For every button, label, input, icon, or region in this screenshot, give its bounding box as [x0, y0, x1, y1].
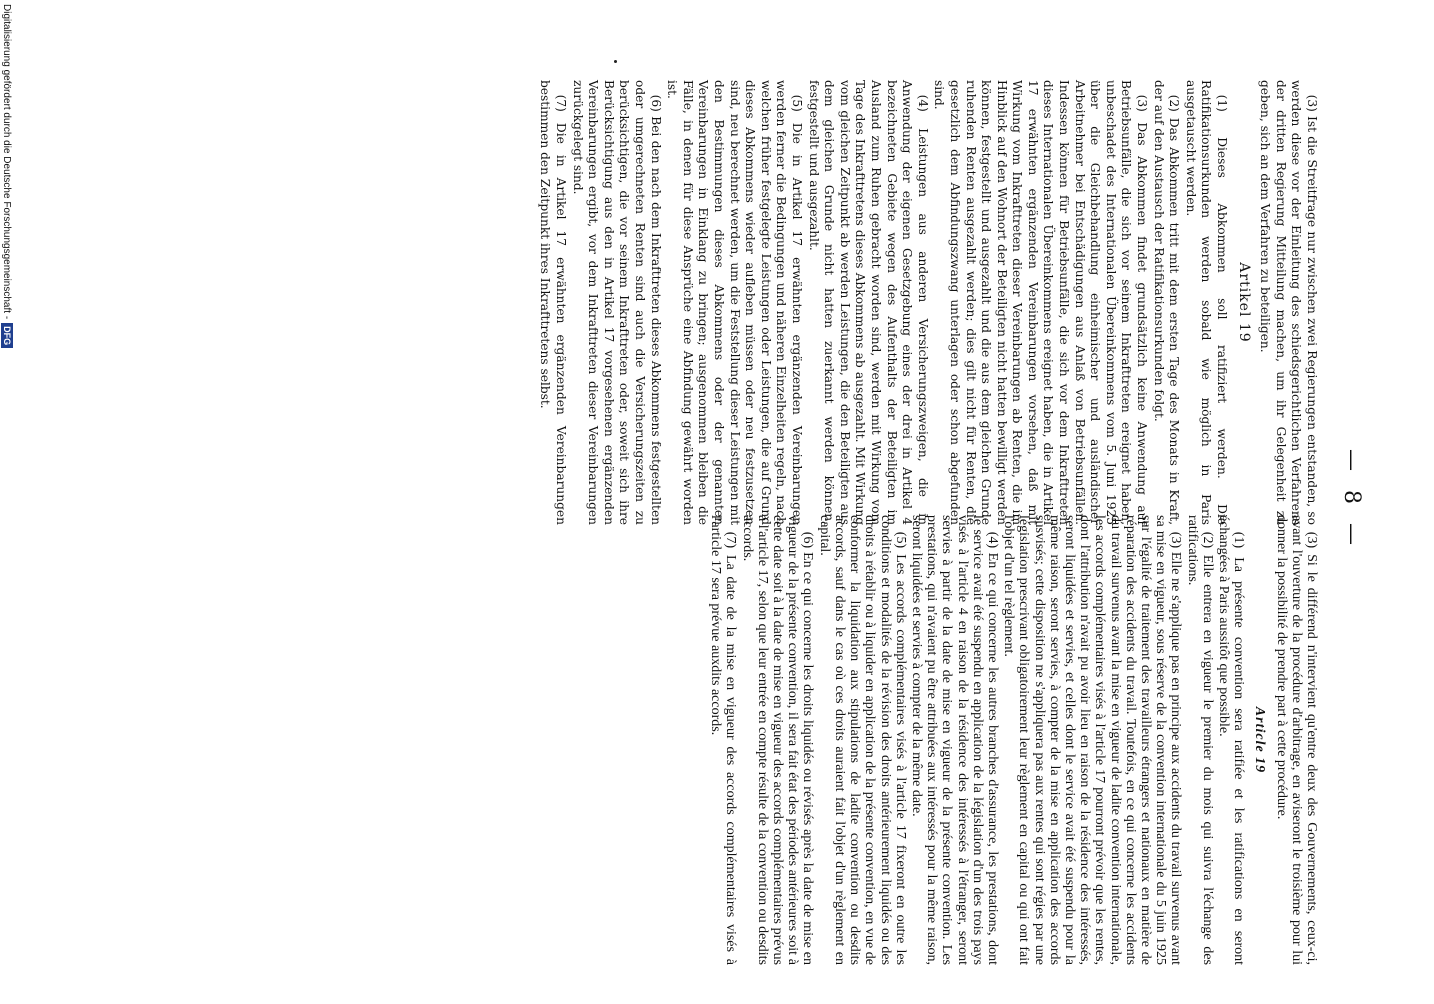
french-paragraph: (3) Elle ne s'applique pas en principe aux accidents du travail survenus avant sa mise en vigueur, sous réserve de la convention internationale du 5 juin 1925 sur l'égalité de traitement des travailleurs étrangers et nationaux en matière de réparation des accidents du travail. Toutefois, en ce qui concerne les accidents du travail survenus avant la mise en vigueur de ladite convention internationale, les accords complémentaires visés à l'article 17 pourront prévoir que les rentes, dont l'attribution n'avait pu avoir lieu en raison de la résidence des intéressés, seront liquidées et servies, et celles dont le service avait été suspendu pour la même raison, seront servies, à compter de la mise en application des accords susvisés; cette disposition ne s'appliquera pas aux rentes qui sont régies par une législation prescrivant obligatoirement leur règlement en capital ou qui ont fait l'objet d'un tel règlement.	[1001, 515, 1184, 965]
french-article-heading: Article 19	[1252, 706, 1268, 774]
dfg-logo: DFG	[1, 323, 13, 348]
french-paragraph: (2) Elle entrera en vigueur le premier du mois qui suivra l'échange des ratifications.	[1184, 515, 1215, 965]
german-paragraph: (3) Das Abkommen findet grundsätzlich keine Anwendung auf Betriebsunfälle, die sich vor seinem Inkrafttreten ereignet haben, unbeschadet des Internationalen Übereinkommens vom 5. Juni 1925 über die Gleichbehandlung einheimischer und ausländischer Arbeitnehmer bei Entschädigungen aus Anlaß von Betriebsunfällen. Indessen können für Betriebsunfälle, die sich vor dem Inkrafttreten dieses Internationalen Übereinkommens ereignet haben, die in Artikel 17 erwähnten ergänzenden Vereinbarungen vorsehen, daß mit Wirkung vom Inkrafttreten dieser Vereinbarungen ab Renten, die im Hinblick auf den Wohnort der Beteiligten nicht hatten bewilligt werden können, festgestellt und ausgezahlt und die aus dem gleichen Grunde ruhenden Renten ausgezahlt werden; dies gilt nicht für Renten, die gesetzlich dem Abfindungszwang unterlagen oder schon abgefunden sind.	[932, 80, 1150, 525]
scan-speck	[614, 60, 617, 63]
french-paragraph: (1) La présente convention sera ratifiée et les ratifications en seront échangées à Paris aussitôt que possible.	[1215, 515, 1247, 965]
german-column	[536, 80, 1319, 525]
german-paragraph: (6) Bei den nach dem Inkrafttreten dieses Abkommens festgestellten oder umgerechneten Renten sind auch die Versicherungszeiten zu berücksichtigen, die vor seinem Inkrafttreten oder, soweit sich ihre Berücksichtigung aus den in Artikel 17 vorgesehenen ergänzenden Vereinbarungen ergibt, vor dem Inkrafttreten dieser Vereinbarungen zurückgelegt sind.	[570, 80, 663, 525]
german-paragraph: (7) Die in Artikel 17 erwähnten ergänzenden Vereinbarungen bestimmen den Zeitpunkt ihres Inkrafttretens selbst.	[538, 80, 569, 525]
german-article-heading: Artikel 19	[1235, 262, 1252, 343]
french-column	[707, 515, 1319, 965]
french-paragraph: (5) Les accords complémentaires visés à l'article 17 fixeront en outre les conditions et modalités de la révision des droits antérieurement liquidés ou des droits à rétablir ou à liquider en application de la présente convention, en vue de conformer la liquidation aux stipulations de ladite convention ou desdits accords, sauf dans le cas où ces droits auraient fait l'objet d'un règlement en capital.	[816, 515, 908, 965]
digitization-credit	[1, 0, 13, 1004]
french-paragraph: (3) Si le différend n'intervient qu'entre deux des Gouvernements, ceux-ci, avant l'ouverture de la procédure d'arbitrage, en aviseront le troisième pour lui donner la possibilité de prendre part à cette procédure.	[1273, 515, 1319, 965]
french-paragraph: (6) En ce qui concerne les droits liquidés ou révisés après la date de mise en vigueur de la présente convention, il sera fait état des périodes antérieures soit à cette date soit à la date de mise en vigueur des accords complémentaires prévus à l'article 17, selon que leur entrée en compte résulte de la convention ou desdits accords.	[739, 515, 816, 965]
page-number: — 8 —	[1339, 449, 1364, 551]
french-paragraph: (7) La date de la mise en vigueur des accords complémentaires visés à l'article 17 sera prévue auxdits accords.	[708, 515, 739, 965]
german-paragraph: (4) Leistungen aus anderen Versicherungszweigen, die in Anwendung der eigenen Gesetzgebung eines der drei in Artikel 4 bezeichneten Gebiete wegen des Aufenthalts der Beteiligten im Ausland zum Ruhen gebracht worden sind, werden mit Wirkung vom Tage des Inkrafttretens dieses Abkommens ab ausgezahlt. Mit Wirkung vom gleichen Zeitpunkt ab werden Leistungen, die den Beteiligten aus dem gleichen Grunde nicht hatten zuerkannt werden können, festgestellt und ausgezahlt.	[806, 80, 930, 525]
german-paragraph: (2) Das Abkommen tritt mit dem ersten Tage des Monats in Kraft, der auf den Austausch der Ratifikationsurkunden folgt.	[1151, 80, 1182, 525]
german-paragraph: (1) Dieses Abkommen soll ratifiziert werden. Die Ratifikationsurkunden werden sobald wie möglich in Paris ausgetauscht werden.	[1183, 80, 1230, 525]
german-paragraph: (3) Ist die Streitfrage nur zwischen zwei Regierungen entstanden, so werden diese vor der Einleitung des schiedsgerichtlichen Verfahrens der dritten Regierung Mitteilung machen, um ihr Gelegenheit zu geben, sich an dem Verfahren zu beteiligen.	[1258, 80, 1319, 525]
credit-text: Digitalisierung gefördert durch die Deutsche Forschungsgemeinschaft -	[1, 4, 13, 320]
french-paragraph: (4) En ce qui concerne les autres branches d'assurance, les prestations, dont le service avait été suspendu en application de la législation d'un des trois pays visés à l'article 4 en raison de la résidence des intéressés à l'étranger, seront servies à partir de la date de mise en vigueur de la présente convention. Les prestations, qui n'avaient pu être attribuées aux intéressés pour la même raison, seront liquidées et servies à compter de la même date.	[908, 515, 1000, 965]
german-paragraph: (5) Die in Artikel 17 erwähnten ergänzenden Vereinbarungen werden ferner die Bedingungen und näheren Einzelheiten regeln, nach welchen früher festgelegte Leistungen oder Leistungen, die auf Grund dieses Abkommens wieder aufleben müssen oder neu festzusetzen sind, neu berechnet werden, um die Feststellung dieser Leistungen mit den Bestimmungen dieses Abkommens oder der genannten Vereinbarungen in Einklang zu bringen; ausgenommen bleiben die Fälle, in denen für diese Ansprüche eine Abfindung gewährt worden ist.	[665, 80, 804, 525]
